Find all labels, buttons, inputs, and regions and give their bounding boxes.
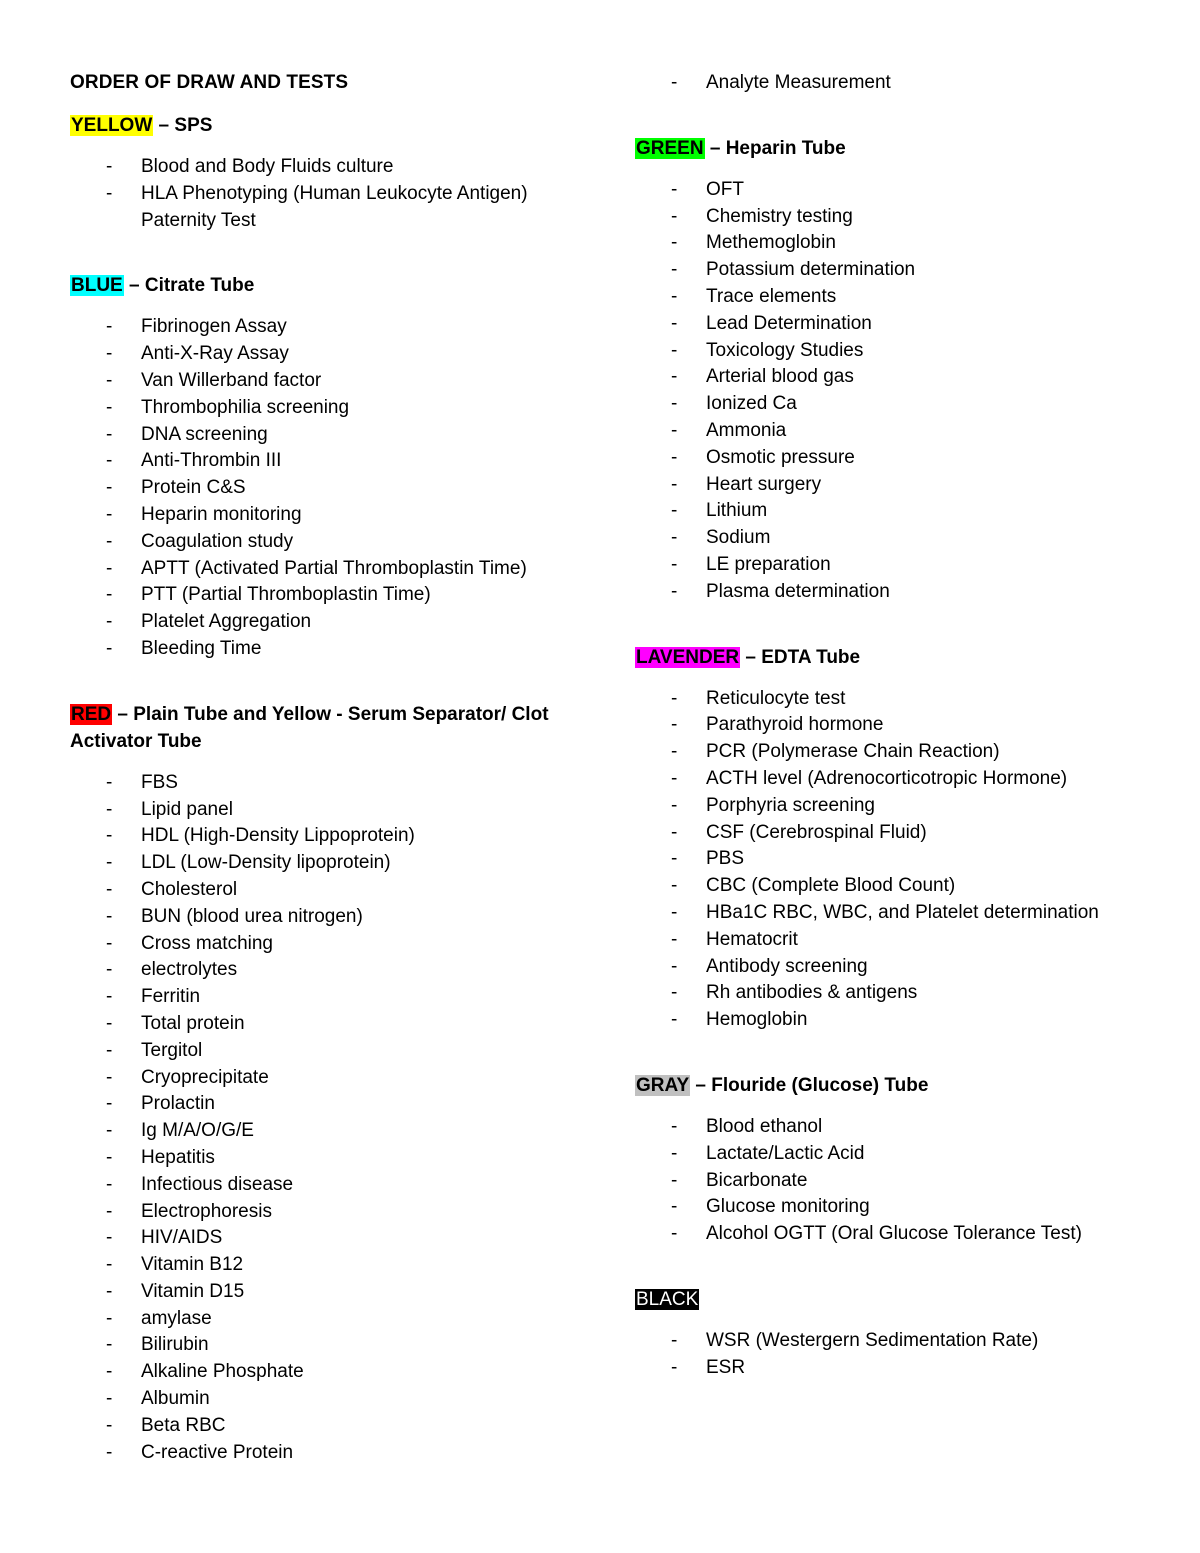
item-text: HDL (High-Density Lippoprotein) xyxy=(141,825,415,847)
item-text: Hemoglobin xyxy=(706,1009,808,1031)
item-text: BUN (blood urea nitrogen) xyxy=(141,905,363,927)
list-item xyxy=(635,579,1155,606)
section-yellow xyxy=(70,112,590,234)
item-text: ACTH level (Adrenocorticotropic Hormone) xyxy=(706,767,1068,789)
list-item xyxy=(635,364,1155,391)
bullet-dash: - xyxy=(671,955,678,977)
section-heading xyxy=(70,272,590,299)
list-item xyxy=(70,931,590,958)
bullet-dash: - xyxy=(106,316,113,338)
bullet-dash: - xyxy=(106,477,113,499)
list-item xyxy=(70,797,590,824)
bullet-dash: - xyxy=(106,369,113,391)
bullet-dash: - xyxy=(106,798,113,820)
list-item xyxy=(70,770,590,797)
bullet-dash: - xyxy=(671,580,678,602)
right-column xyxy=(635,70,1155,1419)
bullet-dash: - xyxy=(106,1200,113,1222)
list-item xyxy=(70,850,590,877)
list-item xyxy=(635,739,1155,766)
item-text: Chemistry testing xyxy=(706,205,853,227)
bullet-dash: - xyxy=(106,450,113,472)
item-text: Vitamin D15 xyxy=(141,1280,245,1302)
bullet-dash: - xyxy=(106,1361,113,1383)
bullet-dash: - xyxy=(106,503,113,525)
list-item xyxy=(70,636,590,663)
bullet-dash: - xyxy=(671,1196,678,1218)
item-text: Lipid panel xyxy=(141,798,233,820)
list-item xyxy=(635,445,1155,472)
list-item xyxy=(70,609,590,636)
list-item xyxy=(635,954,1155,981)
bullet-dash: - xyxy=(671,982,678,1004)
item-text: Arterial blood gas xyxy=(706,366,854,388)
bullet-dash: - xyxy=(671,714,678,736)
item-text: Anti-X-Ray Assay xyxy=(141,343,289,365)
bullet-dash: - xyxy=(106,1441,113,1463)
bullet-dash: - xyxy=(671,1169,678,1191)
list-item xyxy=(635,257,1155,284)
bullet-dash: - xyxy=(671,767,678,789)
list-item xyxy=(635,1141,1155,1168)
list-item xyxy=(70,1091,590,1118)
test-list-continued xyxy=(635,70,1155,97)
list-item xyxy=(635,525,1155,552)
item-text: Infectious disease xyxy=(141,1173,294,1195)
heading-text: – EDTA Tube xyxy=(740,646,861,668)
item-text: Trace elements xyxy=(706,285,837,307)
bullet-dash: - xyxy=(106,825,113,847)
list-item xyxy=(635,391,1155,418)
list-item xyxy=(635,418,1155,445)
item-text: Plasma determination xyxy=(706,580,890,602)
item-text: Platelet Aggregation xyxy=(141,611,312,633)
list-item xyxy=(70,1440,590,1467)
item-text: Porphyria screening xyxy=(706,794,875,816)
section-heading xyxy=(70,701,590,755)
list-item xyxy=(70,1199,590,1226)
bullet-dash: - xyxy=(671,1115,678,1137)
list-item xyxy=(70,1065,590,1092)
color-tag: GRAY xyxy=(636,1074,690,1096)
bullet-dash: - xyxy=(106,1120,113,1142)
list-item xyxy=(70,1225,590,1252)
list-item xyxy=(635,686,1155,713)
list-item xyxy=(635,1114,1155,1141)
item-text: Antibody screening xyxy=(706,955,868,977)
item-text: APTT (Activated Partial Thromboplastin Time) xyxy=(141,557,527,579)
list-item xyxy=(70,529,590,556)
bullet-dash: - xyxy=(671,1329,678,1351)
list-item xyxy=(635,552,1155,579)
item-text: PBS xyxy=(706,848,745,870)
item-text: Analyte Measurement xyxy=(706,72,891,93)
item-text: Coagulation study xyxy=(141,530,294,552)
heading-text: – Plain Tube and Yellow - Serum Separator/ Clot Activator Tube xyxy=(70,703,549,752)
section-heading xyxy=(70,112,590,139)
bullet-dash: - xyxy=(106,611,113,633)
bullet-dash: - xyxy=(671,901,678,923)
bullet-dash: - xyxy=(106,1227,113,1249)
item-text: ESR xyxy=(706,1356,746,1378)
item-text: Fibrinogen Assay xyxy=(141,316,287,338)
item-text: Cryoprecipitate xyxy=(141,1066,269,1088)
bullet-dash: - xyxy=(106,156,113,177)
list-item xyxy=(635,1007,1155,1034)
list-item xyxy=(635,900,1155,927)
item-text: C-reactive Protein xyxy=(141,1441,294,1463)
bullet-dash: - xyxy=(671,232,678,254)
list-item xyxy=(70,1038,590,1065)
bullet-dash: - xyxy=(671,527,678,549)
bullet-dash: - xyxy=(671,875,678,897)
list-item xyxy=(635,873,1155,900)
section-green xyxy=(635,135,1155,606)
item-text: Lead Determination xyxy=(706,312,872,334)
bullet-dash: - xyxy=(106,1039,113,1061)
list-item xyxy=(635,927,1155,954)
bullet-dash: - xyxy=(106,1388,113,1410)
list-item xyxy=(635,1194,1155,1221)
color-tag: RED xyxy=(71,703,112,725)
list-item xyxy=(635,980,1155,1007)
list-item xyxy=(70,368,590,395)
item-text: Van Willerband factor xyxy=(141,369,322,391)
bullet-dash: - xyxy=(671,848,678,870)
list-item xyxy=(635,311,1155,338)
item-text: Electrophoresis xyxy=(141,1200,272,1222)
bullet-dash: - xyxy=(106,878,113,900)
bullet-dash: - xyxy=(106,557,113,579)
item-text: PTT (Partial Thromboplastin Time) xyxy=(141,584,431,606)
left-sections xyxy=(70,112,590,1466)
bullet-dash: - xyxy=(671,259,678,281)
bullet-dash: - xyxy=(106,1012,113,1034)
heading-text: – SPS xyxy=(153,115,213,136)
bullet-dash: - xyxy=(671,1356,678,1378)
item-text: Reticulocyte test xyxy=(706,687,846,709)
test-list xyxy=(635,1114,1155,1248)
bullet-dash: - xyxy=(671,928,678,950)
test-list xyxy=(70,770,590,1467)
bullet-dash: - xyxy=(671,1009,678,1031)
heading-text: – Flouride (Glucose) Tube xyxy=(690,1074,929,1096)
item-text: Hepatitis xyxy=(141,1146,215,1168)
heading-text: – Citrate Tube xyxy=(123,275,255,297)
list-item xyxy=(70,475,590,502)
color-tag: BLACK xyxy=(636,1288,699,1310)
bullet-dash: - xyxy=(106,1066,113,1088)
bullet-dash: - xyxy=(106,1414,113,1436)
item-text: Osmotic pressure xyxy=(706,446,855,468)
bullet-dash: - xyxy=(106,1280,113,1302)
bullet-dash: - xyxy=(671,419,678,441)
item-text: Alcohol OGTT (Oral Glucose Tolerance Test) xyxy=(706,1223,1082,1245)
list-item xyxy=(70,1332,590,1359)
bullet-dash: - xyxy=(106,986,113,1008)
item-text: FBS xyxy=(141,771,178,793)
section-blue xyxy=(70,272,590,662)
item-text: Beta RBC xyxy=(141,1414,226,1436)
bullet-dash: - xyxy=(671,473,678,495)
item-text: Ammonia xyxy=(706,419,787,441)
item-text: PCR (Polymerase Chain Reaction) xyxy=(706,741,1000,763)
list-item xyxy=(635,766,1155,793)
list-item xyxy=(635,820,1155,847)
list-item xyxy=(70,1172,590,1199)
bullet-dash: - xyxy=(106,396,113,418)
bullet-dash: - xyxy=(671,312,678,334)
section-heading xyxy=(635,644,1155,671)
bullet-dash: - xyxy=(106,1307,113,1329)
item-text: Heart surgery xyxy=(706,473,822,495)
item-text: Tergitol xyxy=(141,1039,203,1061)
document-title: ORDER OF DRAW AND TESTS xyxy=(70,72,349,93)
list-item xyxy=(70,904,590,931)
item-text: OFT xyxy=(706,178,744,200)
list-item xyxy=(635,712,1155,739)
item-text: Cholesterol xyxy=(141,878,238,900)
list-item xyxy=(70,422,590,449)
bullet-dash: - xyxy=(671,1223,678,1245)
item-text: Thrombophilia screening xyxy=(141,396,350,418)
list-item xyxy=(70,1359,590,1386)
item-text: HBa1C RBC, WBC, and Platelet determination xyxy=(706,901,1099,923)
item-text: Toxicology Studies xyxy=(706,339,864,361)
bullet-dash: - xyxy=(671,366,678,388)
bullet-dash: - xyxy=(106,905,113,927)
test-list xyxy=(635,1328,1155,1382)
list-item xyxy=(635,338,1155,365)
list-item xyxy=(70,1118,590,1145)
bullet-dash: - xyxy=(671,1142,678,1164)
list-item xyxy=(635,1355,1155,1382)
bullet-dash: - xyxy=(671,794,678,816)
item-text: LDL (Low-Density lipoprotein) xyxy=(141,852,391,874)
item-text: Protein C&S xyxy=(141,477,246,499)
item-text: CBC (Complete Blood Count) xyxy=(706,875,956,897)
section-heading xyxy=(635,1286,1155,1313)
list-item xyxy=(70,582,590,609)
bullet-dash: - xyxy=(106,182,113,204)
item-text: DNA screening xyxy=(141,423,268,445)
item-text: LE preparation xyxy=(706,553,831,575)
section-red xyxy=(70,701,590,1467)
item-text: Prolactin xyxy=(141,1093,215,1115)
color-tag: YELLOW xyxy=(71,115,153,136)
test-list xyxy=(70,154,590,234)
item-text: Ferritin xyxy=(141,986,201,1008)
item-text: Sodium xyxy=(706,527,771,549)
list-item xyxy=(70,395,590,422)
section-heading xyxy=(635,1072,1155,1099)
item-text: Cross matching xyxy=(141,932,273,954)
list-item xyxy=(70,823,590,850)
bullet-dash: - xyxy=(106,771,113,793)
test-list xyxy=(70,314,590,662)
item-text: Bleeding Time xyxy=(141,637,262,659)
item-text: WSR (Westergern Sedimentation Rate) xyxy=(706,1329,1039,1351)
item-text: HIV/AIDS xyxy=(141,1227,223,1249)
item-text: Lithium xyxy=(706,500,768,522)
bullet-dash: - xyxy=(671,446,678,468)
item-text: Parathyroid hormone xyxy=(706,714,884,736)
list-item xyxy=(70,1145,590,1172)
bullet-dash: - xyxy=(671,339,678,361)
item-text: Bicarbonate xyxy=(706,1169,808,1191)
list-item xyxy=(635,1328,1155,1355)
bullet-dash: - xyxy=(106,1334,113,1356)
item-text: Hematocrit xyxy=(706,928,798,950)
list-item xyxy=(70,181,590,235)
list-item xyxy=(70,556,590,583)
list-item xyxy=(70,1252,590,1279)
section-gray xyxy=(635,1072,1155,1248)
list-item xyxy=(635,472,1155,499)
list-item xyxy=(635,1221,1155,1248)
color-tag: LAVENDER xyxy=(636,646,740,668)
item-text: Blood and Body Fluids culture xyxy=(141,156,394,177)
list-item xyxy=(635,177,1155,204)
item-text: Total protein xyxy=(141,1012,245,1034)
list-item xyxy=(70,448,590,475)
bullet-dash: - xyxy=(671,687,678,709)
list-item xyxy=(635,204,1155,231)
item-text: Alkaline Phosphate xyxy=(141,1361,304,1383)
list-item xyxy=(635,1168,1155,1195)
item-text: CSF (Cerebrospinal Fluid) xyxy=(706,821,927,843)
item-text: Blood ethanol xyxy=(706,1115,823,1137)
list-item xyxy=(70,314,590,341)
list-item xyxy=(635,793,1155,820)
test-list xyxy=(635,686,1155,1034)
right-sections xyxy=(635,70,1155,1381)
item-text: amylase xyxy=(141,1307,212,1329)
item-text: Glucose monitoring xyxy=(706,1196,870,1218)
bullet-dash: - xyxy=(671,741,678,763)
bullet-dash: - xyxy=(106,932,113,954)
bullet-dash: - xyxy=(106,1254,113,1276)
bullet-dash: - xyxy=(671,285,678,307)
list-item xyxy=(635,230,1155,257)
bullet-dash: - xyxy=(106,1093,113,1115)
bullet-dash: - xyxy=(106,343,113,365)
list-item xyxy=(70,1386,590,1413)
bullet-dash: - xyxy=(106,852,113,874)
list-item xyxy=(70,1413,590,1440)
bullet-dash: - xyxy=(671,393,678,415)
list-item xyxy=(70,1306,590,1333)
item-text: Bilirubin xyxy=(141,1334,209,1356)
list-item xyxy=(635,498,1155,525)
heading-text: – Heparin Tube xyxy=(704,137,846,159)
list-item xyxy=(70,502,590,529)
item-text: Albumin xyxy=(141,1388,210,1410)
bullet-dash: - xyxy=(671,500,678,522)
list-item xyxy=(70,984,590,1011)
list-item xyxy=(70,957,590,984)
item-text: Lactate/Lactic Acid xyxy=(706,1142,865,1164)
list-item xyxy=(70,877,590,904)
list-item xyxy=(635,70,1155,97)
section-heading xyxy=(635,135,1155,162)
item-text: Heparin monitoring xyxy=(141,503,302,525)
bullet-dash: - xyxy=(106,637,113,659)
list-item xyxy=(635,284,1155,311)
test-list xyxy=(635,177,1155,606)
section-lavender xyxy=(635,644,1155,1034)
list-item xyxy=(70,1279,590,1306)
item-text: HLA Phenotyping (Human Leukocyte Antigen) Paternity Test xyxy=(141,182,528,231)
bullet-dash: - xyxy=(106,530,113,552)
list-item xyxy=(70,154,590,181)
bullet-dash: - xyxy=(106,1173,113,1195)
left-column xyxy=(70,70,590,1504)
bullet-dash: - xyxy=(671,553,678,575)
color-tag: BLUE xyxy=(71,275,123,297)
item-text: Anti-Thrombin III xyxy=(141,450,282,472)
item-text: Methemoglobin xyxy=(706,232,836,254)
bullet-dash: - xyxy=(671,205,678,227)
list-item xyxy=(70,1011,590,1038)
bullet-dash: - xyxy=(106,423,113,445)
item-text: Potassium determination xyxy=(706,259,916,281)
bullet-dash: - xyxy=(106,1146,113,1168)
section-black xyxy=(635,1286,1155,1382)
bullet-dash: - xyxy=(106,959,113,981)
list-item xyxy=(70,341,590,368)
item-text: Ig M/A/O/G/E xyxy=(141,1120,254,1142)
item-text: Rh antibodies & antigens xyxy=(706,982,918,1004)
bullet-dash: - xyxy=(106,584,113,606)
bullet-dash: - xyxy=(671,72,678,93)
list-item xyxy=(635,846,1155,873)
bullet-dash: - xyxy=(671,178,678,200)
item-text: electrolytes xyxy=(141,959,238,981)
item-text: Ionized Ca xyxy=(706,393,797,415)
item-text: Vitamin B12 xyxy=(141,1254,244,1276)
color-tag: GREEN xyxy=(636,137,704,159)
bullet-dash: - xyxy=(671,821,678,843)
